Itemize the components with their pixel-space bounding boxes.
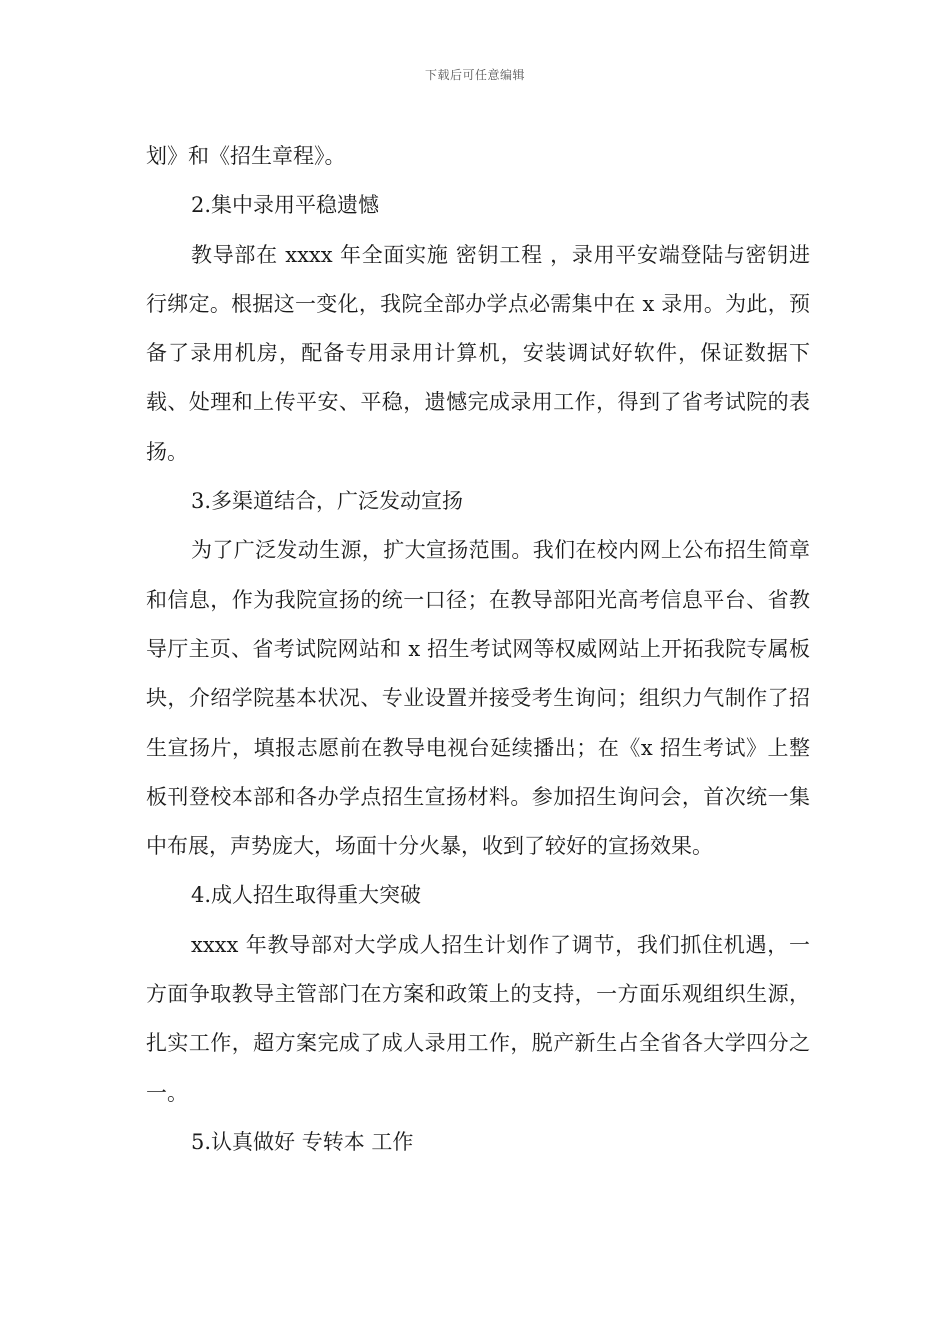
paragraph-section-2: 教导部在 xxxx 年全面实施 密钥工程 ，录用平安端登陆与密钥进行绑定。根据这一变化，我院全部办学点必需集中在 x 录用。为此，预备了录用机房，配备专用录用计算机，安装调试好软件，保证数据下载、处理和上传平安、平稳，遗憾完成录用工作，得到了省考试院的表扬。	[146, 242, 810, 464]
section-heading-3: 3.多渠道结合，广泛发动宣扬	[191, 489, 464, 514]
section-heading-2: 2.集中录用平稳遗憾	[191, 193, 380, 218]
paragraph-section-4: xxxx 年教导部对大学成人招生计划作了调节，我们抓住机遇，一方面争取教导主管部门在方案和政策上的支持，一方面乐观组织生源，扎实工作，超方案完成了成人录用工作，脱产新生占全省各大学四分之一。	[146, 932, 810, 1105]
paragraph-continuation: 划》和《招生章程》。	[146, 144, 346, 168]
paragraph-section-3: 为了广泛发动生源，扩大宣扬范围。我们在校内网上公布招生简章和信息，作为我院宣扬的统一口径；在教导部阳光高考信息平台、省教导厅主页、省考试院网站和 x 招生考试网等权威网站上开拓我院专属板块，介绍学院基本状况、专业设置并接受考生询问；组织力气制作了招生宣扬片，填报志愿前在教导电视台延续播出；在《x 招生考试》上整板刊登校本部和各办学点招生宣扬材料。参加招生询问会，首次统一集中布展，声势庞大，场面十分火暴，收到了较好的宣扬效果。	[146, 538, 810, 859]
section-heading-4: 4.成人招生取得重大突破	[191, 883, 422, 908]
page-header: 下载后可任意编辑	[424, 68, 525, 82]
document-body	[146, 132, 810, 1167]
section-heading-5: 5.认真做好 专转本 工作	[191, 1129, 414, 1154]
